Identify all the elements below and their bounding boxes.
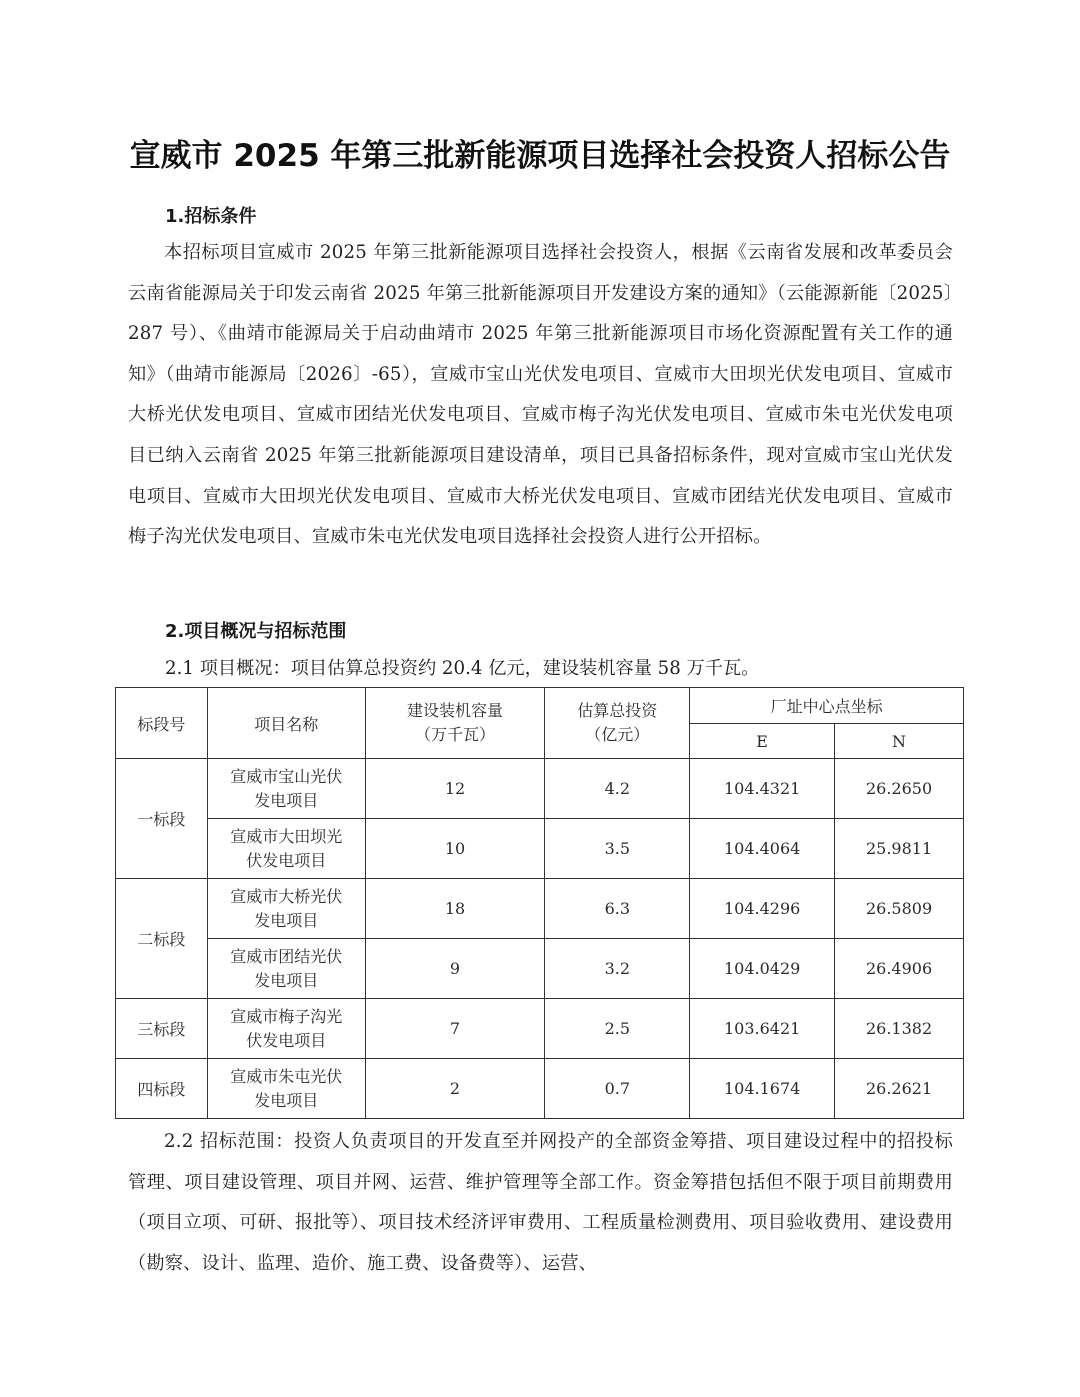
- project-table: [115, 687, 964, 1119]
- project-name-line: 发电项目: [254, 1090, 319, 1110]
- n-coord-cell: 26.4906: [835, 939, 964, 999]
- project-name-line: 伏发电项目: [246, 850, 327, 870]
- project-name-cell: [207, 999, 365, 1059]
- project-name-line: 发电项目: [254, 790, 319, 810]
- project-name-line: 宣威市宝山光伏: [230, 766, 343, 786]
- capacity-cell: 10: [365, 819, 545, 879]
- project-name-line: 发电项目: [254, 910, 319, 930]
- project-name-line: 宣威市团结光伏: [230, 946, 343, 966]
- header-investment: [545, 688, 690, 759]
- header-investment-unit: （亿元）: [585, 725, 650, 744]
- project-name-cell: [207, 759, 365, 819]
- project-name-line: 宣威市梅子沟光: [230, 1006, 343, 1026]
- header-capacity-label: 建设装机容量: [407, 701, 504, 720]
- e-coord-cell: 104.4321: [690, 759, 835, 819]
- project-name-cell: [207, 1059, 365, 1119]
- n-coord-cell: 26.5809: [835, 879, 964, 939]
- header-capacity-unit: （万千瓦）: [415, 725, 496, 744]
- project-name-line: 宣威市大桥光伏: [230, 886, 343, 906]
- project-name-line: 发电项目: [254, 970, 319, 990]
- project-name-cell: [207, 819, 365, 879]
- project-name-line: 伏发电项目: [246, 1030, 327, 1050]
- section-label: 四标段: [116, 1059, 208, 1119]
- bidding-scope-paragraph: 2.2 招标范围：投资人负责项目的开发直至并网投产的全部资金筹措、项目建设过程中的招投标管理、项目建设管理、项目并网、运营、维护管理等全部工作。资金筹措包括但不限于项目前期费用（项目立项、可研、报批等）、项目技术经济评审费用、工程质量检测费用、项目验收费用、建设费用（勘察、设计、监理、造价、施工费、设备费等）、运营、: [128, 1131, 953, 1274]
- investment-cell: 0.7: [545, 1059, 690, 1119]
- header-section-no: 标段号: [116, 688, 208, 759]
- capacity-cell: 7: [365, 999, 545, 1059]
- e-coord-cell: 104.1674: [690, 1059, 835, 1119]
- capacity-cell: 2: [365, 1059, 545, 1119]
- table-row: [116, 819, 964, 879]
- table-header-row: [116, 688, 964, 724]
- investment-cell: 2.5: [545, 999, 690, 1059]
- header-project-name: 项目名称: [207, 688, 365, 759]
- section-1-heading: 1.招标条件: [165, 206, 257, 227]
- section-label: 一标段: [116, 759, 208, 879]
- capacity-cell: 12: [365, 759, 545, 819]
- header-coords: 厂址中心点坐标: [690, 688, 964, 724]
- n-coord-cell: 26.2621: [835, 1059, 964, 1119]
- project-name-line: 宣威市朱屯光伏: [230, 1066, 343, 1086]
- n-coord-cell: 26.1382: [835, 999, 964, 1059]
- header-investment-label: 估算总投资: [577, 701, 658, 720]
- capacity-cell: 9: [365, 939, 545, 999]
- investment-cell: 3.2: [545, 939, 690, 999]
- header-n: N: [835, 724, 964, 759]
- section-label: 三标段: [116, 999, 208, 1059]
- e-coord-cell: 104.4064: [690, 819, 835, 879]
- header-e: E: [690, 724, 835, 759]
- e-coord-cell: 103.6421: [690, 999, 835, 1059]
- project-overview: 2.1 项目概况：项目估算总投资约 20.4 亿元，建设装机容量 58 万千瓦。: [165, 658, 760, 679]
- e-coord-cell: 104.4296: [690, 879, 835, 939]
- investment-cell: 4.2: [545, 759, 690, 819]
- section-1-paragraph: 本招标项目宣威市 2025 年第三批新能源项目选择社会投资人，根据《云南省发展和改革委员会 云南省能源局关于印发云南省 2025 年第三批新能源项目开发建设方案的通知》（云能源新能〔2025〕287 号）、《曲靖市能源局关于启动曲靖市 2025 年第三批新能源项目市场化资源配置有关工作的通知》（曲靖市能源局〔2026〕-65），宣威市宝山光伏发电项目、宣威市大田坝光伏发电项目、宣威市大桥光伏发电项目、宣威市团结光伏发电项目、宣威市梅子沟光伏发电项目、宣威市朱屯光伏发电项目已纳入云南省 2025 年第三批新能源项目建设清单，项目已具备招标条件，现对宣威市宝山光伏发电项目、宣威市大田坝光伏发电项目、宣威市大桥光伏发电项目、宣威市团结光伏发电项目、宣威市梅子沟光伏发电项目、宣威市朱屯光伏发电项目选择社会投资人进行公开招标。: [128, 242, 953, 548]
- header-capacity: [365, 688, 545, 759]
- investment-cell: 6.3: [545, 879, 690, 939]
- investment-cell: 3.5: [545, 819, 690, 879]
- project-name-line: 宣威市大田坝光: [230, 826, 343, 846]
- document-title: 宣威市 2025 年第三批新能源项目选择社会投资人招标公告: [129, 138, 951, 174]
- table-row: [116, 999, 964, 1059]
- capacity-cell: 18: [365, 879, 545, 939]
- e-coord-cell: 104.0429: [690, 939, 835, 999]
- project-name-cell: [207, 879, 365, 939]
- section-2-heading: 2.项目概况与招标范围: [165, 621, 347, 642]
- table-row: [116, 879, 964, 939]
- table-row: [116, 1059, 964, 1119]
- table-row: [116, 939, 964, 999]
- n-coord-cell: 26.2650: [835, 759, 964, 819]
- section-label: 二标段: [116, 879, 208, 999]
- table-row: [116, 759, 964, 819]
- n-coord-cell: 25.9811: [835, 819, 964, 879]
- project-name-cell: [207, 939, 365, 999]
